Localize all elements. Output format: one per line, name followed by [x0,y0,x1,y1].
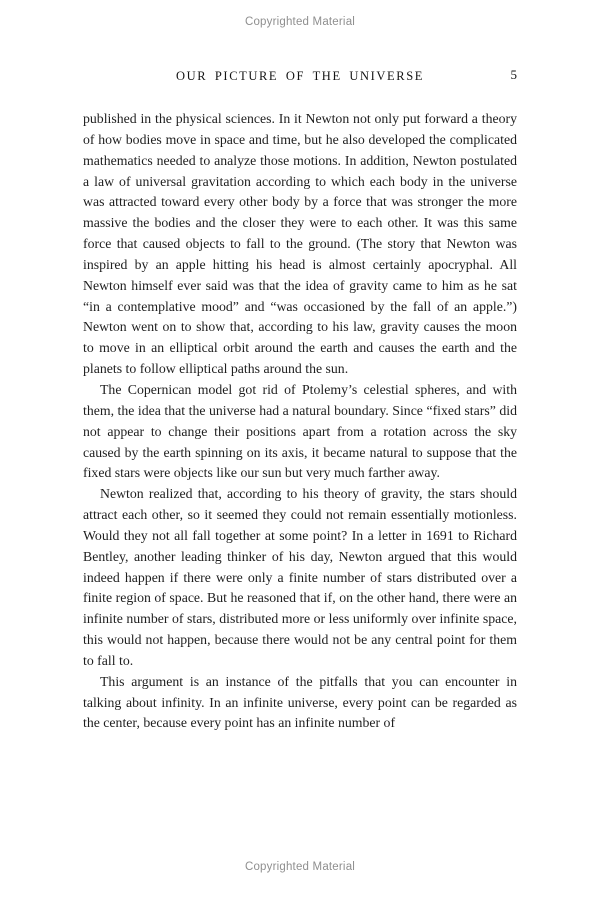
page-number: 5 [510,67,517,82]
chapter-title: OUR PICTURE OF THE UNIVERSE [175,69,425,83]
copyright-notice-top: Copyrighted Material [244,16,356,28]
paragraph-continuation: published in the physical sciences. In it Newton not only put forward a theory of how bodies move in space and time, but he also developed the complicated mathematics needed to analyze those motions. In addition, Newton postulated a law of universal gravitation according to which each body in the universe was attracted toward every other body by a force that was stronger the more massive the bodies and the closer they were to each other. It was this same force that caused objects to fall to the ground. (The story that Newton was inspired by an apple hitting his head is almost certainly apocryphal. All Newton himself ever said was that the idea of gravity came to him as he sat “in a contemplative mood” and “was occasioned by the fall of an apple.”) Newton went on to show that, according to his law, gravity causes the moon to move in an elliptical orbit around the earth and causes the earth and the planets to follow elliptical paths around the sun. [83,111,517,377]
paragraph: Newton realized that, according to his theory of gravity, the stars should attract each other, so it seemed they could not remain essentially motionless. Would they not all fall together at some point? In a letter in 1691 to Richard Bentley, another leading thinker of his day, Newton argued that this would indeed happen if there were only a finite number of stars distributed over a finite region of space. But he reasoned that if, on the other hand, there were an infinite number of stars, distributed more or less uniformly over infinite space, this would not happen, because there would not be any central point for them to fall to. [83,486,517,668]
body-text [83,109,517,734]
paragraph: This argument is an instance of the pitfalls that you can encounter in talking about infinity. In an infinite universe, every point can be regarded as the center, because every point has an infinite number of [83,673,517,731]
paragraph: The Copernican model got rid of Ptolemy’s celestial spheres, and with them, the idea that the universe had a natural boundary. Since “fixed stars” did not appear to change their positions apart from a rotation across the sky caused by the earth spinning on its axis, it became natural to suppose that the fixed stars were objects like our sun but very much farther away. [83,381,517,481]
running-header [83,67,517,85]
copyright-notice-bottom: Copyrighted Material [244,861,356,873]
